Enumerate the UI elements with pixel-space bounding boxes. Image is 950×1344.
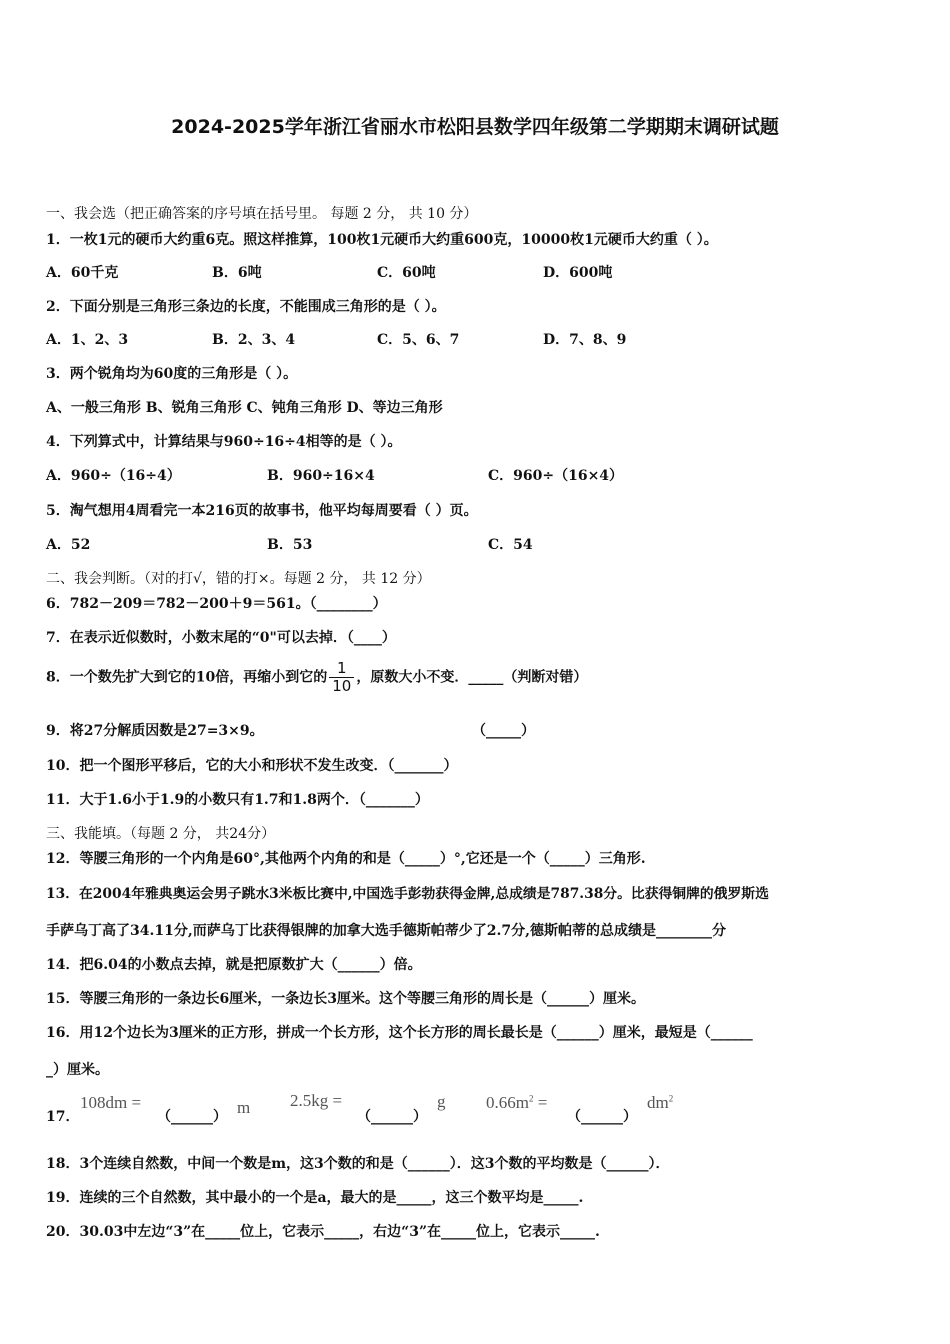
q2-option-a: A．1、2、3 bbox=[46, 332, 129, 348]
question-4: 4．下列算式中，计算结果与960÷16÷4相等的是（ ）。 bbox=[46, 434, 402, 450]
q1-option-c: C．60吨 bbox=[377, 265, 436, 281]
q2-option-c: C．5、6、7 bbox=[377, 332, 460, 348]
q17-unit-2: g bbox=[437, 1092, 446, 1111]
question-16-line-1: 16．用12个边长为3厘米的正方形，拼成一个长方形，这个长方形的周长最长是（______）厘米，最短是（______ bbox=[46, 1025, 753, 1041]
q8-text-before: 8．一个数先扩大到它的10倍，再缩小到它的 bbox=[46, 669, 328, 686]
section-2-heading: 二、我会判断。（对的打√，错的打×。每题 2 分， 共 12 分） bbox=[46, 571, 431, 587]
q2-option-d: D．7、8、9 bbox=[543, 332, 627, 348]
section-3-heading: 三、我能填。（每题 2 分， 共24分） bbox=[46, 826, 276, 842]
q17-unit-1: m bbox=[237, 1098, 251, 1117]
question-19: 19．连续的三个自然数，其中最小的一个是a，最大的是_____，这三个数平均是_____. bbox=[46, 1190, 584, 1206]
question-20: 20．30.03中左边“3”在_____位上，它表示_____，右边“3”在_____位上，它表示_____. bbox=[46, 1224, 600, 1240]
q17-expression-3-exponent: 2 bbox=[528, 1093, 534, 1104]
page-title: 2024-2025学年浙江省丽水市松阳县数学四年级第二学期期末调研试题 bbox=[171, 116, 779, 138]
question-2: 2．下面分别是三角形三条边的长度，不能围成三角形的是（ ）。 bbox=[46, 299, 446, 315]
q8-fraction-denominator: 10 bbox=[332, 677, 352, 695]
question-14: 14．把6.04的小数点去掉，就是把原数扩大（______）倍。 bbox=[46, 957, 422, 973]
q17-blank-1: （______） bbox=[157, 1109, 227, 1125]
q4-option-c: C．960÷（16×4） bbox=[488, 468, 624, 484]
q17-unit-3-base: dm bbox=[647, 1093, 669, 1112]
question-11: 11．大于1.6小于1.9的小数只有1.7和1.8两个．（_______） bbox=[46, 792, 429, 808]
q3-options: A、一般三角形 B、锐角三角形 C、钝角三角形 D、等边三角形 bbox=[46, 400, 443, 416]
q5-option-a: A．52 bbox=[46, 537, 91, 553]
question-17-label: 17． bbox=[46, 1109, 80, 1125]
q9-answer-blank: （_____） bbox=[472, 723, 535, 739]
question-10: 10．把一个图形平移后，它的大小和形状不发生改变．（_______） bbox=[46, 758, 458, 774]
q4-option-a: A．960÷（16÷4） bbox=[46, 468, 181, 484]
q17-expression-3-base: 0.66m bbox=[486, 1093, 529, 1112]
question-18: 18．3个连续自然数，中间一个数是m，这3个数的和是（______）．这3个数的平均数是（______）． bbox=[46, 1156, 670, 1172]
q17-blank-2: （______） bbox=[357, 1109, 427, 1125]
question-9: 9．将27分解质因数是27=3×9。 bbox=[46, 723, 264, 739]
q17-expression-1: 108dm = bbox=[80, 1093, 142, 1112]
question-16-line-2: _）厘米。 bbox=[46, 1062, 109, 1078]
q17-expression-2: 2.5kg = bbox=[290, 1091, 343, 1110]
question-13-line-2: 手萨乌丁高了34.11分,而萨乌丁比获得银牌的加拿大选手德斯帕蒂少了2.7分,德斯帕蒂的总成绩是________分 bbox=[46, 923, 726, 939]
q5-option-c: C．54 bbox=[488, 537, 533, 553]
q4-option-b: B．960÷16×4 bbox=[267, 468, 375, 484]
q8-fraction-numerator: 1 bbox=[329, 660, 354, 678]
q8-fraction bbox=[329, 660, 354, 695]
q17-unit-3 bbox=[647, 1093, 673, 1113]
q5-option-b: B．53 bbox=[267, 537, 313, 553]
question-1: 1．一枚1元的硬币大约重6克。照这样推算，100枚1元硬币大约重600克，10000枚1元硬币大约重（ ）。 bbox=[46, 232, 718, 248]
q17-expression-3-equals: = bbox=[533, 1093, 548, 1112]
q17-blank-3: （______） bbox=[567, 1109, 637, 1125]
question-15: 15．等腰三角形的一条边长6厘米，一条边长3厘米。这个等腰三角形的周长是（______）厘米。 bbox=[46, 991, 645, 1007]
question-13-line-1: 13．在2004年雅典奥运会男子跳水3米板比赛中,中国选手彭勃获得金牌,总成绩是787.38分。比获得铜牌的俄罗斯选 bbox=[46, 886, 769, 902]
section-1-heading: 一、我会选（把正确答案的序号填在括号里。 每题 2 分， 共 10 分） bbox=[46, 206, 478, 222]
question-6: 6．782－209＝782－200＋9＝561。（________） bbox=[46, 596, 387, 612]
q1-option-d: D．600吨 bbox=[543, 265, 613, 281]
q8-text-after: ，原数大小不变．_____（判断对错） bbox=[356, 669, 588, 686]
question-12: 12．等腰三角形的一个内角是60°,其他两个内角的和是（_____）°,它还是一个（_____）三角形. bbox=[46, 851, 646, 867]
q2-option-b: B．2、3、4 bbox=[212, 332, 296, 348]
q1-option-b: B．6吨 bbox=[212, 265, 262, 281]
question-7: 7．在表示近似数时，小数末尾的“0"可以去掉．（____） bbox=[46, 630, 396, 646]
q17-unit-3-exponent: 2 bbox=[668, 1093, 674, 1104]
question-8 bbox=[46, 660, 587, 695]
q17-expression-3 bbox=[486, 1093, 547, 1113]
question-3: 3．两个锐角均为60度的三角形是（ ）。 bbox=[46, 366, 298, 382]
q1-option-a: A．60千克 bbox=[46, 265, 119, 281]
question-5: 5．淘气想用4周看完一本216页的故事书，他平均每周要看（ ）页。 bbox=[46, 503, 478, 519]
